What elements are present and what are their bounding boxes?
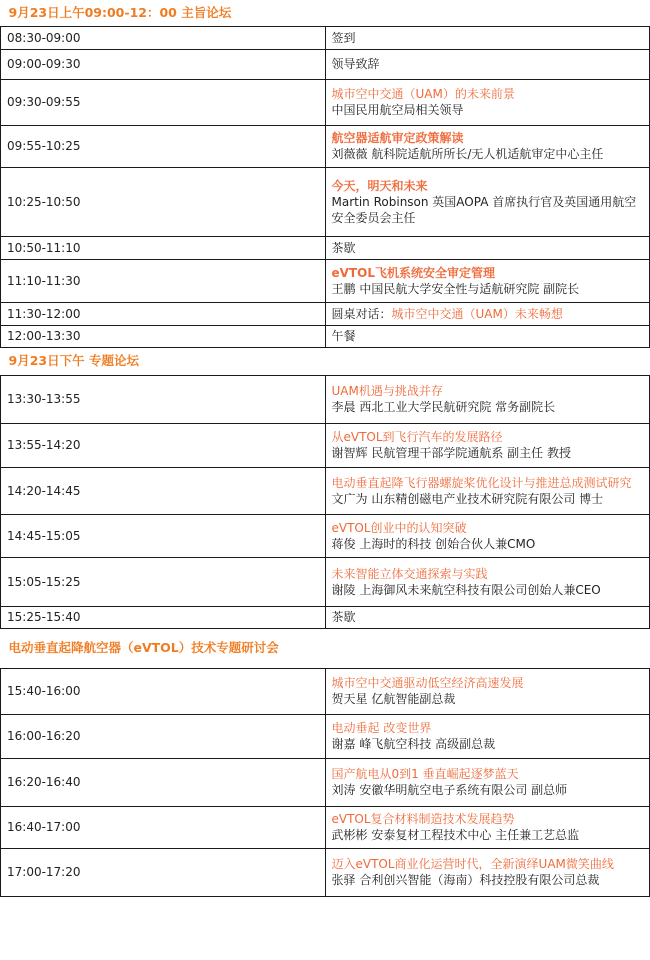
time-cell: 10:25-10:50 [1,167,326,236]
talk-title: eVTOL飞机系统安全审定管理 [331,265,495,280]
speaker-info: 谢陵 上海御风未来航空科技有限公司创始人兼CEO [331,582,601,597]
content-cell [325,26,650,49]
time-cell: 14:45-15:05 [1,514,326,557]
speaker-info: Martin Robinson 英国AOPA 首席执行官及英国通用航空安全委员会主任 [331,194,637,225]
section-header [1,628,650,668]
content-cell [325,606,650,628]
section-title: 9月23日上午09:00-12：00 主旨论坛 [8,4,232,20]
time-cell: 11:30-12:00 [1,302,326,325]
agenda-row [1,259,650,302]
time-cell: 15:40-16:00 [1,668,326,714]
section-title: 9月23日下午 专题论坛 [8,353,139,368]
agenda-row [1,167,650,236]
agenda-row [1,236,650,259]
session-label: 领导致辞 [331,57,380,71]
section-header [1,347,650,375]
content-cell [325,325,650,347]
time-cell: 16:40-17:00 [1,806,326,848]
time-cell: 13:55-14:20 [1,423,326,467]
talk-title: 国产航电从0到1 垂直崛起逐梦蓝天 [331,767,519,781]
agenda-row [1,514,650,557]
content-cell [325,806,650,848]
content-cell [325,302,650,325]
time-cell: 09:00-09:30 [1,49,326,79]
talk-title: 今天，明天和未来 [331,178,428,193]
talk-title: eVTOL创业中的认知突破 [331,520,467,535]
content-cell [325,758,650,806]
session-label: 茶歇 [331,240,356,255]
time-cell: 11:10-11:30 [1,259,326,302]
content-cell [325,79,650,125]
agenda-row [1,806,650,848]
time-cell: 08:30-09:00 [1,26,326,49]
content-cell [325,848,650,896]
content-cell [325,49,650,79]
talk-title: 未来智能立体交通探索与实践 [331,566,488,581]
content-cell [325,467,650,514]
speaker-info: 王鹏 中国民航大学安全性与适航研究院 副院长 [331,281,580,296]
agenda-row [1,26,650,49]
content-cell [325,714,650,758]
content-cell [325,423,650,467]
agenda-row [1,325,650,347]
speaker-info: 中国民用航空局相关领导 [331,103,464,117]
agenda-row [1,467,650,514]
speaker-info: 李晨 西北工业大学民航研究院 常务副院长 [331,400,556,414]
speaker-info: 刘涛 安徽华明航空电子系统有限公司 副总师 [331,783,568,797]
speaker-info: 张驿 合利创兴智能（海南）科技控股有限公司总裁 [331,873,600,887]
time-cell: 09:55-10:25 [1,125,326,167]
content-cell [325,668,650,714]
agenda-body [1,0,650,896]
time-cell: 15:25-15:40 [1,606,326,628]
time-cell: 17:00-17:20 [1,848,326,896]
content-cell [325,557,650,606]
time-cell: 14:20-14:45 [1,467,326,514]
time-cell: 16:20-16:40 [1,758,326,806]
agenda-row [1,758,650,806]
talk-title: 城市空中交通（UAM）的未来前景 [331,87,515,101]
time-cell: 09:30-09:55 [1,79,326,125]
time-cell: 10:50-11:10 [1,236,326,259]
agenda-row [1,668,650,714]
time-cell: 16:00-16:20 [1,714,326,758]
content-cell [325,167,650,236]
agenda-row [1,714,650,758]
speaker-info: 谢嘉 峰飞航空科技 高级副总裁 [331,737,496,751]
speaker-info: 武彬彬 安泰复材工程技术中心 主任兼工艺总监 [331,828,580,842]
time-cell: 13:30-13:55 [1,375,326,423]
session-label: 签到 [331,30,356,45]
speaker-info: 刘薇薇 航科院适航所所长/无人机适航审定中心主任 [331,147,604,161]
time-cell: 15:05-15:25 [1,557,326,606]
section-header [1,0,650,26]
content-cell [325,236,650,259]
speaker-info: 谢智辉 民航管理干部学院通航系 副主任 教授 [331,446,571,460]
talk-title: 迈入eVTOL商业化运营时代，全新演绎UAM微笑曲线 [331,857,614,871]
speaker-info: 文广为 山东精创磁电产业技术研究院有限公司 博士 [331,491,604,506]
talk-title: eVTOL复合材料制造技术发展趋势 [331,812,515,826]
agenda-row [1,557,650,606]
content-cell [325,375,650,423]
speaker-info: 贺天星 亿航智能副总裁 [331,692,456,706]
content-cell [325,125,650,167]
agenda-row [1,423,650,467]
section-title: 电动垂直起降航空器（eVTOL）技术专题研讨会 [8,640,279,655]
speaker-info: 蒋俊 上海时的科技 创始合伙人兼CMO [331,536,536,551]
session-label: 茶歇 [331,610,356,624]
talk-title: 电动垂起 改变世界 [331,721,432,735]
talk-title: 航空器适航审定政策解读 [331,131,464,145]
agenda-row [1,79,650,125]
agenda-row [1,302,650,325]
talk-title: UAM机遇与挑战并存 [331,384,443,398]
agenda-row [1,848,650,896]
content-cell [325,514,650,557]
talk-title: 电动垂直起降飞行器螺旋桨优化设计与推进总成测试研究 [331,475,632,490]
talk-title: 从eVTOL到飞行汽车的发展路径 [331,430,503,444]
content-cell [325,259,650,302]
agenda-row [1,125,650,167]
session-prefix: 圆桌对话： [331,306,392,321]
agenda-row [1,375,650,423]
time-cell: 12:00-13:30 [1,325,326,347]
agenda-row [1,606,650,628]
agenda-row [1,49,650,79]
talk-title: 城市空中交通（UAM）未来畅想 [391,306,563,321]
session-label: 午餐 [331,329,356,343]
talk-title: 城市空中交通驱动低空经济高速发展 [331,676,524,690]
